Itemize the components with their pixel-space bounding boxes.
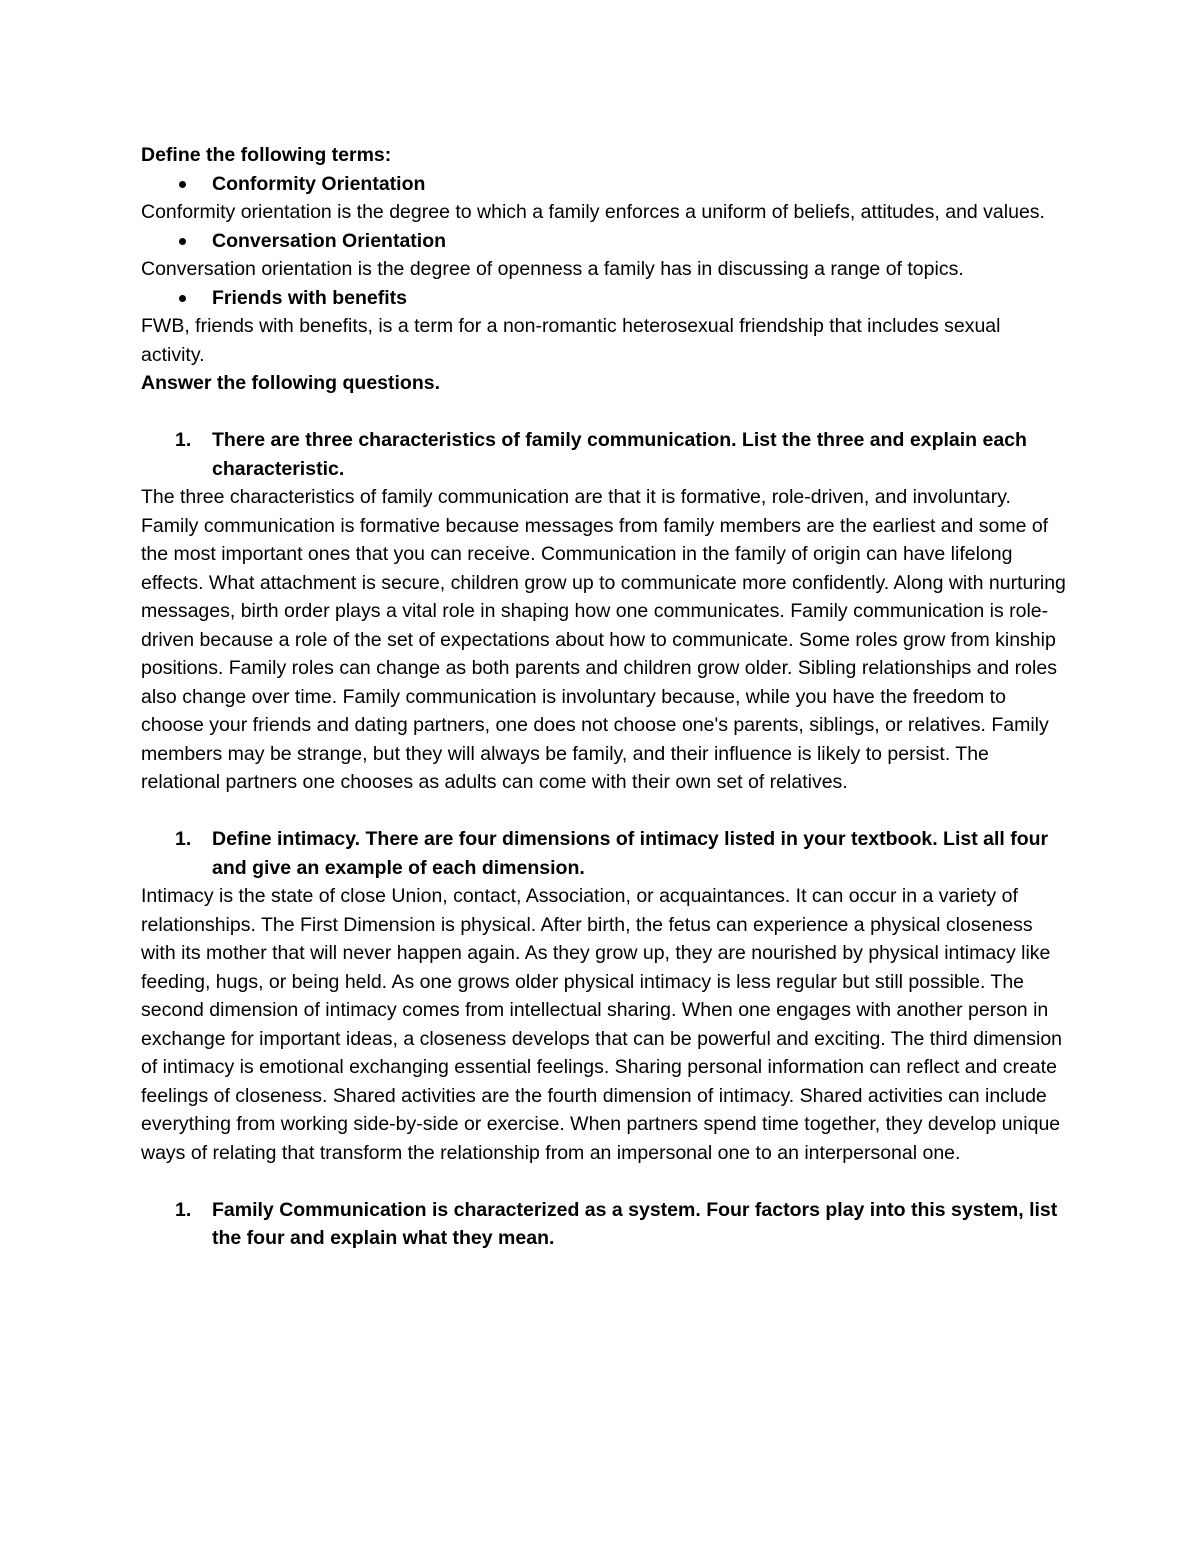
question-text: Family Communication is characterized as a system. Four factors play into this system, list the four and explain what they mean. <box>212 1198 1058 1249</box>
term-label: Friends with benefits <box>212 286 408 309</box>
question-number: 1. <box>175 429 192 451</box>
term-bullet <box>141 170 1066 199</box>
answer-text: Intimacy is the state of close Union, contact, Association, or acquaintances. It can occur in a variety of relationships. The First Dimension is physical. After birth, the fetus can experience a physical closeness with its mother that will never happen again. As they grow up, they are nourished by physical intimacy like feeding, hugs, or being held. As one grows older physical intimacy is less regular but still possible. The second dimension of intimacy comes from intellectual sharing. When one engages with another person in exchange for important ideas, a closeness develops that can be powerful and exciting. The third dimension of intimacy is emotional exchanging essential feelings. Sharing personal information can reflect and create feelings of closeness. Shared activities are the fourth dimension of intimacy. Shared activities can include everything from working side-by-side or exercise. When partners spend time together, they develop unique ways of relating that transform the relationship from an impersonal one to an interpersonal one. <box>141 885 1063 1164</box>
term-bullet <box>141 284 1066 313</box>
term-definition: Conversation orientation is the degree of openness a family has in discussing a range of topics. <box>141 258 964 280</box>
question-item <box>141 1196 1066 1253</box>
document-page <box>141 141 1066 1253</box>
answer-heading: Answer the following questions. <box>141 372 441 394</box>
define-heading: Define the following terms: <box>141 144 392 166</box>
question-text: Define intimacy. There are four dimensions of intimacy listed in your textbook. List all four and give an example of each dimension. <box>212 828 1049 879</box>
bullet-icon <box>179 238 186 245</box>
term-bullet <box>141 227 1066 256</box>
term-definition: Conformity orientation is the degree to which a family enforces a uniform of beliefs, attitudes, and values. <box>141 201 1045 223</box>
term-label: Conversation Orientation <box>212 229 447 252</box>
question-number: 1. <box>175 1198 192 1221</box>
question-number: 1. <box>175 828 192 850</box>
question-text: There are three characteristics of family communication. List the three and explain each characteristic. <box>212 429 1027 480</box>
answer-text: The three characteristics of family communication are that it is formative, role-driven, and involuntary. Family communication is formative because messages from family members are the earliest and some of the most important ones that you can receive. Communication in the family of origin can have lifelong effects. What attachment is secure, children grow up to communicate more confidently. Along with nurturing messages, birth order plays a vital role in shaping how one communicates. Family communication is role-driven because a role of the set of expectations about how to communicate. Some roles grow from kinship positions. Family roles can change as both parents and children grow older. Sibling relationships and roles also change over time. Family communication is involuntary because, while you have the freedom to choose your friends and dating partners, one does not choose one's parents, siblings, or relatives. Family members may be strange, but they will always be family, and their influence is likely to persist. The relational partners one chooses as adults can come with their own set of relatives. <box>141 486 1066 793</box>
term-definition: FWB, friends with benefits, is a term for a non-romantic heterosexual friendship that includes sexual activity. <box>141 315 1001 366</box>
bullet-icon <box>179 181 186 188</box>
question-item <box>141 426 1066 483</box>
term-label: Conformity Orientation <box>212 172 426 195</box>
bullet-icon <box>179 295 186 302</box>
question-item <box>141 825 1066 882</box>
